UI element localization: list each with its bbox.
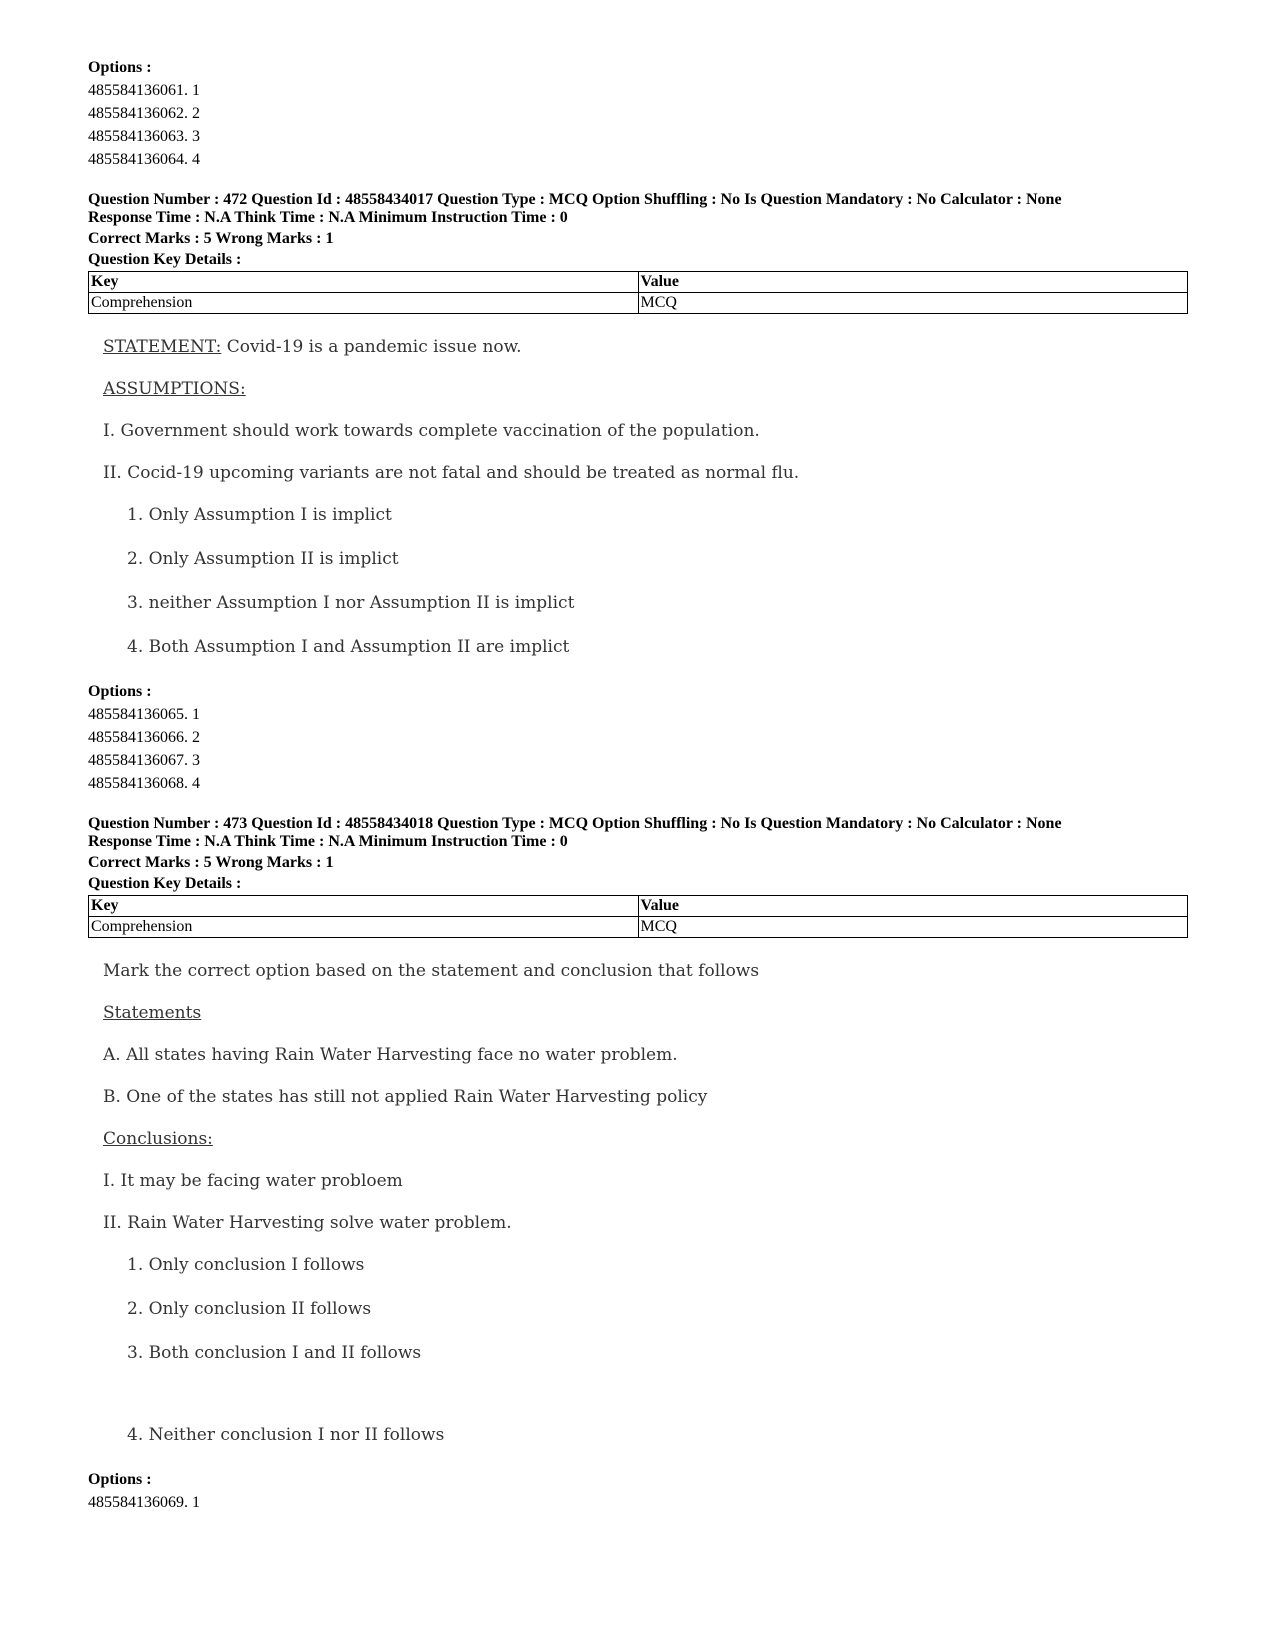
question-key-table [88, 271, 1188, 314]
option-item: 485584136068. 4 [88, 775, 200, 792]
question-key-label: Question Key Details : [88, 251, 242, 268]
assumptions-heading: ASSUMPTIONS: [103, 379, 246, 399]
statement-text: Covid-19 is a pandemic issue now. [221, 337, 522, 357]
options-label: Options : [88, 59, 152, 76]
option-item: 485584136064. 4 [88, 151, 200, 168]
option-item: 485584136066. 2 [88, 729, 200, 746]
option-item: 485584136062. 2 [88, 105, 200, 122]
statements-heading: Statements [103, 1003, 202, 1023]
question-473 [88, 815, 1188, 1514]
choice-list [103, 1254, 1188, 1446]
conclusion-1: I. It may be facing water probloem [103, 1171, 403, 1191]
table-row [89, 293, 1188, 314]
choice-item: 2. Only Assumption II is implict [127, 549, 399, 569]
options-label: Options : [88, 1471, 152, 1488]
question-key-label: Question Key Details : [88, 875, 242, 892]
table-header-cell: Value [638, 896, 1188, 917]
choice-item: 4. Neither conclusion I nor II follows [127, 1425, 445, 1445]
choice-item: 1. Only Assumption I is implict [127, 505, 392, 525]
table-cell: Comprehension [89, 917, 639, 938]
choice-list [103, 504, 1188, 658]
question-meta: Question Number : 472 Question Id : 48558434017 Question Type : MCQ Option Shuffling : No Is Question Mandatory : No Calculator : None [88, 191, 1062, 208]
table-header-cell: Value [638, 272, 1188, 293]
question-472 [88, 191, 1188, 795]
option-item: 485584136069. 1 [88, 1494, 200, 1511]
question-marks: Correct Marks : 5 Wrong Marks : 1 [88, 854, 334, 871]
choice-item: 2. Only conclusion II follows [127, 1299, 372, 1319]
statement-a: A. All states having Rain Water Harvesting face no water problem. [103, 1045, 678, 1065]
choice-item: 3. Both conclusion I and II follows [127, 1343, 422, 1363]
assumption-2: II. Cocid-19 upcoming variants are not fatal and should be treated as normal flu. [103, 463, 800, 483]
choice-item: 3. neither Assumption I nor Assumption II is implict [127, 593, 575, 613]
statement-b: B. One of the states has still not applied Rain Water Harvesting policy [103, 1087, 708, 1107]
question-options [88, 1468, 1188, 1514]
option-item: 485584136067. 3 [88, 752, 200, 769]
document-page [88, 56, 1188, 1514]
prev-question-options [88, 56, 1188, 171]
table-header-cell: Key [89, 896, 639, 917]
question-content [103, 960, 1188, 1446]
question-marks: Correct Marks : 5 Wrong Marks : 1 [88, 230, 334, 247]
question-key-table [88, 895, 1188, 938]
table-header-cell: Key [89, 272, 639, 293]
conclusions-heading: Conclusions: [103, 1129, 213, 1149]
assumption-1: I. Government should work towards complete vaccination of the population. [103, 421, 760, 441]
question-options [88, 680, 1188, 795]
table-cell: Comprehension [89, 293, 639, 314]
table-header-row [89, 896, 1188, 917]
table-cell: MCQ [638, 293, 1188, 314]
option-item: 485584136065. 1 [88, 706, 200, 723]
question-timing: Response Time : N.A Think Time : N.A Minimum Instruction Time : 0 [88, 209, 568, 226]
options-label: Options : [88, 683, 152, 700]
choice-item: 1. Only conclusion I follows [127, 1255, 365, 1275]
question-meta: Question Number : 473 Question Id : 48558434018 Question Type : MCQ Option Shuffling : No Is Question Mandatory : No Calculator : None [88, 815, 1062, 832]
option-item: 485584136061. 1 [88, 82, 200, 99]
conclusion-2: II. Rain Water Harvesting solve water problem. [103, 1213, 512, 1233]
table-row [89, 917, 1188, 938]
table-cell: MCQ [638, 917, 1188, 938]
table-header-row [89, 272, 1188, 293]
statement [103, 336, 1188, 358]
option-item: 485584136063. 3 [88, 128, 200, 145]
question-timing: Response Time : N.A Think Time : N.A Minimum Instruction Time : 0 [88, 833, 568, 850]
question-intro: Mark the correct option based on the statement and conclusion that follows [103, 961, 760, 981]
choice-item: 4. Both Assumption I and Assumption II are implict [127, 637, 570, 657]
statement-label: STATEMENT: [103, 337, 222, 357]
question-content [103, 336, 1188, 658]
